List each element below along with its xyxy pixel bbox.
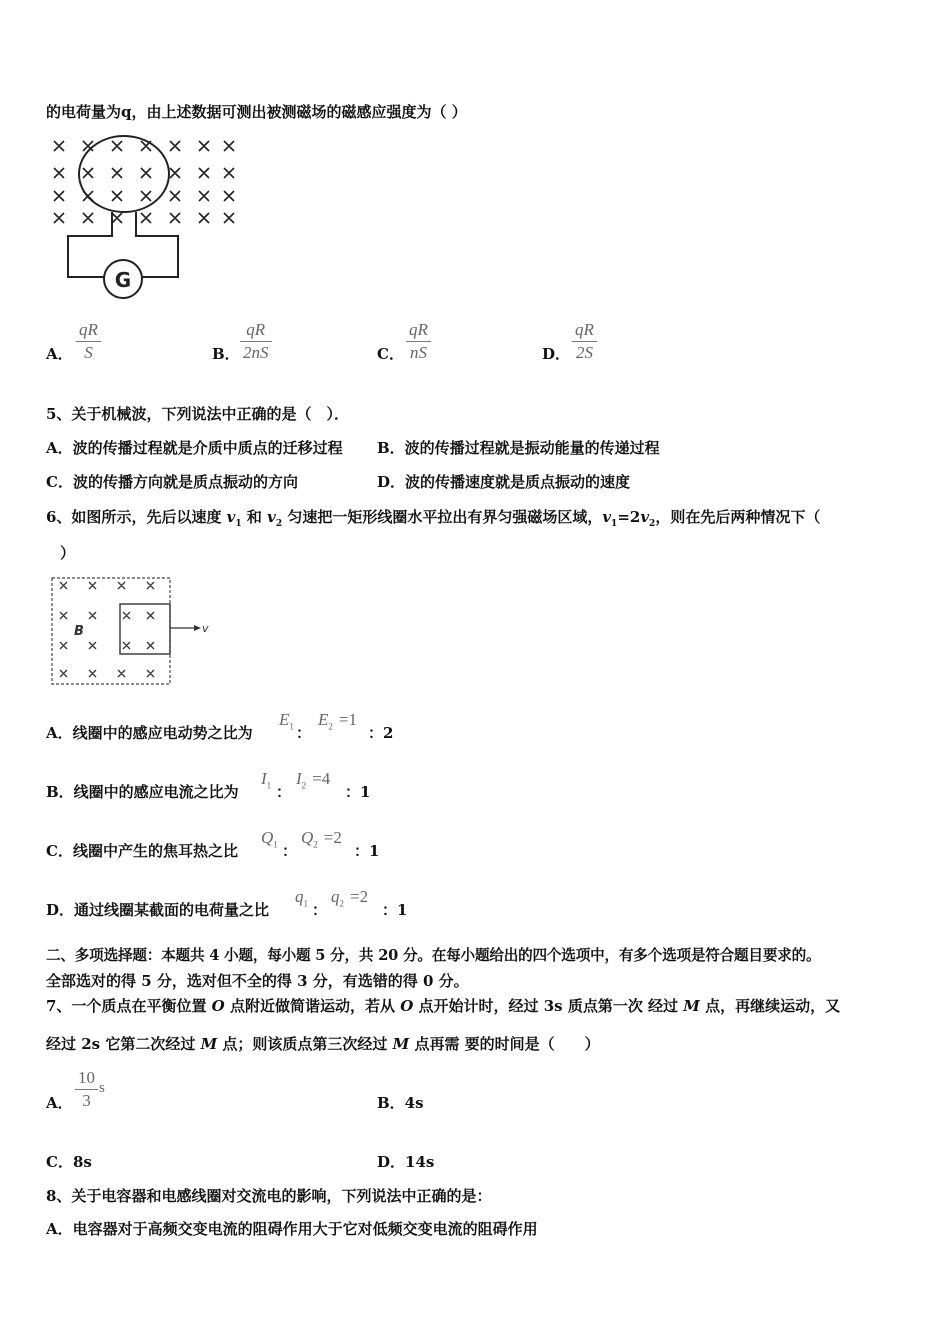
q7-option-a-unit: s: [99, 1080, 105, 1096]
q8-stem: 8、关于电容器和电感线圈对交流电的影响，下列说法中正确的是：: [46, 1187, 492, 1205]
section2-line2: 全部选对的得 5 分，选对但不全的得 3 分，有选错的得 0 分。: [46, 972, 469, 990]
q4-option-a-label[interactable]: A．: [46, 345, 73, 363]
galvanometer-label: G: [114, 268, 132, 292]
q7-stem-line1: 7、一个质点在平衡位置 O 点附近做简谐运动，若从 O 点开始计时，经过 3s 质点第一次 经过 M 点，再继续运动，又: [46, 997, 841, 1015]
q6-option-c-colon: ：: [282, 842, 298, 860]
q6-option-b-i1: $I_1$: [261, 769, 272, 791]
q6-option-b-tail: ：1: [345, 783, 371, 801]
q6-stem-close: ）: [60, 544, 76, 562]
q6-option-d-tail: ：1: [382, 901, 408, 919]
q5-option-d[interactable]: D．波的传播速度就是质点振动的速度: [377, 473, 631, 491]
q5-option-a[interactable]: A．波的传播过程就是介质中质点的迁移过程: [46, 439, 343, 457]
q4-option-d-label[interactable]: D．: [542, 345, 571, 363]
q6-option-b-label[interactable]: B．线圈中的感应电流之比为: [46, 783, 239, 801]
q6-option-c-tail: ：1: [354, 842, 380, 860]
section2-line1: 二、多项选择题：本题共 4 小题，每小题 5 分，共 20 分。在每小题给出的四个选项中，有多个选项是符合题目要求的。: [46, 947, 821, 964]
q6-option-d-colon: ：: [312, 901, 328, 919]
q7-option-c[interactable]: C．8s: [46, 1153, 92, 1171]
q6-option-a-e2: $E_2 =1$: [318, 710, 357, 732]
q7-option-a-label[interactable]: A．: [46, 1094, 73, 1112]
q6-option-d-label[interactable]: D．通过线圈某截面的电荷量之比: [46, 901, 270, 919]
field-region: [52, 578, 170, 684]
coil-loop: [79, 136, 169, 212]
q6-option-a-label[interactable]: A．线圈中的感应电动势之比为: [46, 724, 253, 742]
q4-option-c-label[interactable]: C．: [377, 345, 404, 363]
q7-stem-line2: 经过 2s 它第二次经过 M 点；则该质点第三次经过 M 点再需 要的时间是（ ）: [46, 1035, 600, 1053]
q4-option-b-label[interactable]: B．: [212, 345, 240, 363]
q5-option-c[interactable]: C．波的传播方向就是质点振动的方向: [46, 473, 298, 491]
q4-option-d-fraction: qR 2S: [572, 320, 597, 363]
q5-stem: 5、关于机械波，下列说法中正确的是（ ）．: [46, 405, 349, 423]
q6-stem: 6、如图所示，先后以速度 $v_1$ 和 $v_2$ 匀速把一矩形线圈水平拉出有界匀强磁场区域，$v_1=2v_2$，则在先后两种情况下（: [46, 508, 821, 529]
q6-option-c-label[interactable]: C．线圈中产生的焦耳热之比: [46, 842, 238, 860]
field-label-b: B: [74, 624, 84, 639]
q6-option-b-colon: ：: [276, 783, 292, 801]
velocity-label: v: [202, 622, 209, 635]
q7-option-a-fraction: 10 3: [75, 1068, 98, 1111]
q4-option-a-fraction: qR S: [76, 320, 101, 363]
q4-option-c-fraction: qR nS: [406, 320, 431, 363]
field-crosses: [54, 141, 234, 223]
q7-option-d[interactable]: D．14s: [377, 1153, 435, 1171]
q4-stem-tail: 的电荷量为q，由上述数据可测出被测磁场的磁感应强度为（ ）: [46, 103, 467, 121]
q6-option-d-q1: $q_1$: [295, 887, 308, 909]
q4-figure: [46, 132, 246, 302]
q6-option-d-q2: $q_2 =2$: [331, 887, 369, 909]
q6-option-c-q2: $Q_2 =2$: [301, 828, 342, 850]
q6-option-c-q1: $Q_1$: [261, 828, 278, 850]
q6-option-a-colon: ：: [296, 724, 312, 742]
q6-option-a-e1: $E_1$: [279, 710, 294, 732]
q5-option-b[interactable]: B．波的传播过程就是振动能量的传递过程: [377, 439, 660, 457]
q8-option-a[interactable]: A．电容器对于高频交变电流的阻碍作用大于它对低频交变电流的阻碍作用: [46, 1220, 538, 1238]
q7-option-b[interactable]: B．4s: [377, 1094, 424, 1112]
q4-option-b-fraction: qR 2nS: [240, 320, 272, 363]
q6-figure: [46, 574, 216, 689]
q6-option-a-tail: ：2: [368, 724, 394, 742]
q6-option-b-i2: $I_2 =4$: [296, 769, 331, 791]
